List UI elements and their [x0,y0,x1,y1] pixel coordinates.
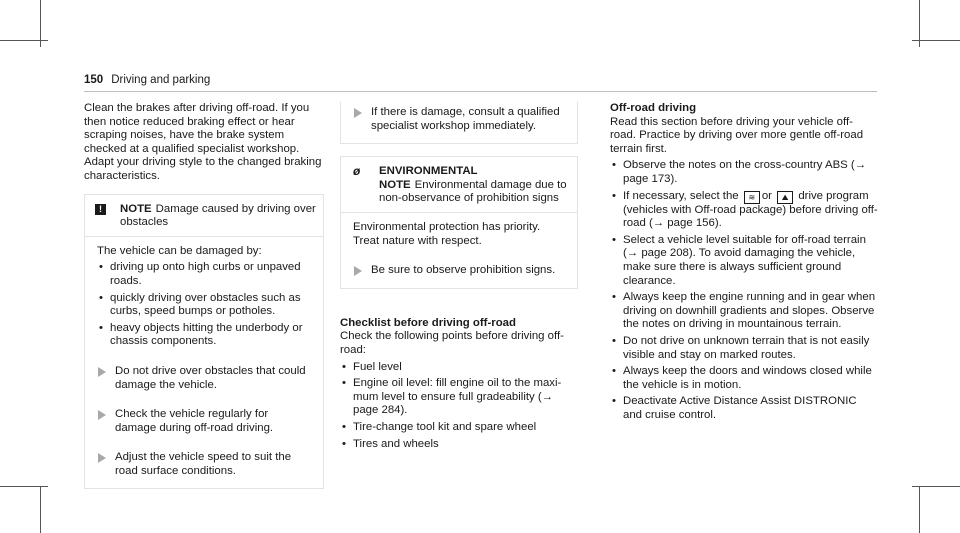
action-arrow-icon [98,410,106,420]
crop-mark [912,486,960,487]
chapter-title: Driving and parking [111,74,211,86]
env-note-label: ENVIRONMENTAL NOTE [379,165,478,191]
damage-list [97,261,311,349]
crop-mark [0,40,48,41]
list-item: • driving up onto high curbs or unpaved roads. [97,261,311,288]
list-item: • Tires and wheels [340,438,578,452]
action-text: If there is damage, consult a qualified specialist workshop immediately. [371,106,560,132]
offroad-list [610,159,878,422]
list-text: drive program (vehicles with Off-road package) before driving off-road (→ page 156). [623,189,878,230]
action-step [97,365,311,392]
note-body [85,236,323,489]
action-text: Check the vehicle regularly for damage during off-road driving. [115,408,274,434]
list-item: • Engine oil level: fill engine oil to the maximum level to ensure full gradeability (→ page 284). [340,377,578,418]
offroad-intro: Read this section before driving your vehicle off-road. Practice by driving over more gentle off-road terrain first. [610,115,864,155]
list-text: If necessary, select the [623,189,739,202]
column-1 [84,102,324,489]
header-divider [84,91,877,92]
environment-icon: ø [353,164,361,179]
list-item: • Always keep the engine running and in gear when driving on downhill gradients and slopes. Observe the notes on driving in mountainous terrain. [610,291,878,332]
list-item: • Do not drive on unknown terrain that is not easily visible and stay on marked routes. [610,335,878,362]
note-box-continued [340,102,578,144]
action-step [353,264,565,278]
list-item: • Observe the notes on the cross-country ABS (→ page 173). [610,159,878,186]
crop-mark [919,486,920,533]
action-arrow-icon [98,367,106,377]
warning-icon: ! [95,204,106,215]
note-lead: The vehicle can be damaged by: [97,244,262,257]
checklist-title: Checklist before driving off-road [340,316,516,329]
list-item: • Always keep the doors and windows closed while the vehicle is in motion. [610,365,878,392]
list-item: • Fuel level [340,361,578,375]
crop-mark [0,486,48,487]
env-note-heading [379,165,571,206]
action-step [97,451,311,478]
page-number: 150 [84,74,104,86]
list-item: • heavy objects hitting the underbody or chassis components. [97,322,311,349]
rock-mode-icon: ⛰ [777,191,793,204]
action-arrow-icon [354,266,362,276]
action-step [97,408,311,435]
column-3 [610,102,878,425]
action-text: Be sure to observe prohibition signs. [371,264,556,277]
note-heading [120,203,317,230]
action-arrow-icon [354,108,362,118]
list-item [610,190,878,231]
note-label: NOTE [120,202,152,215]
env-note-heading-text: Environmental damage due to non-observance of prohibition signs [379,178,567,205]
action-text: Do not drive over obstacles that could damage the vehicle. [115,364,306,391]
env-note-body [341,212,577,288]
terrain-mode-icon: ≋ [744,191,760,204]
brake-cleaning-paragraph: Clean the brakes after driving off-road. If you then notice reduced braking effect or hear scraping noises, have the brake system checked at a qualified specialist workshop. Adapt your driving style to the changed braking characteristics. [84,102,322,182]
note-body-continued [341,102,577,143]
column-2 [340,102,578,454]
page-header [84,74,210,88]
section-title: Off-road driving [610,102,697,114]
note-header [85,195,323,236]
action-text: Adjust the vehicle speed to suit the road surface conditions. [115,451,292,477]
list-item: • Select a vehicle level suitable for off-road terrain (→ page 208). To avoid damaging the vehicle, make sure there is always sufficient ground clearance. [610,234,878,288]
crop-mark [912,40,960,41]
note-box [84,194,324,490]
list-text: or [761,189,772,202]
action-arrow-icon [98,453,106,463]
checklist-lead: Check the following points before driving off-road: [340,330,564,356]
note-heading-text: Damage caused by driving over obstacles [120,202,316,229]
list-item: • Tire-change tool kit and spare wheel [340,421,578,435]
env-note-header [341,157,577,212]
checklist [340,361,578,452]
env-note-text: Environmental protection has priority. Treat nature with respect. [353,220,541,247]
action-step [353,106,565,133]
environmental-note-box [340,156,578,289]
list-item: • Deactivate Active Distance Assist DISTRONIC and cruise control. [610,395,878,422]
list-item: • quickly driving over obstacles such as curbs, speed bumps or potholes. [97,292,311,319]
crop-mark [40,486,41,533]
